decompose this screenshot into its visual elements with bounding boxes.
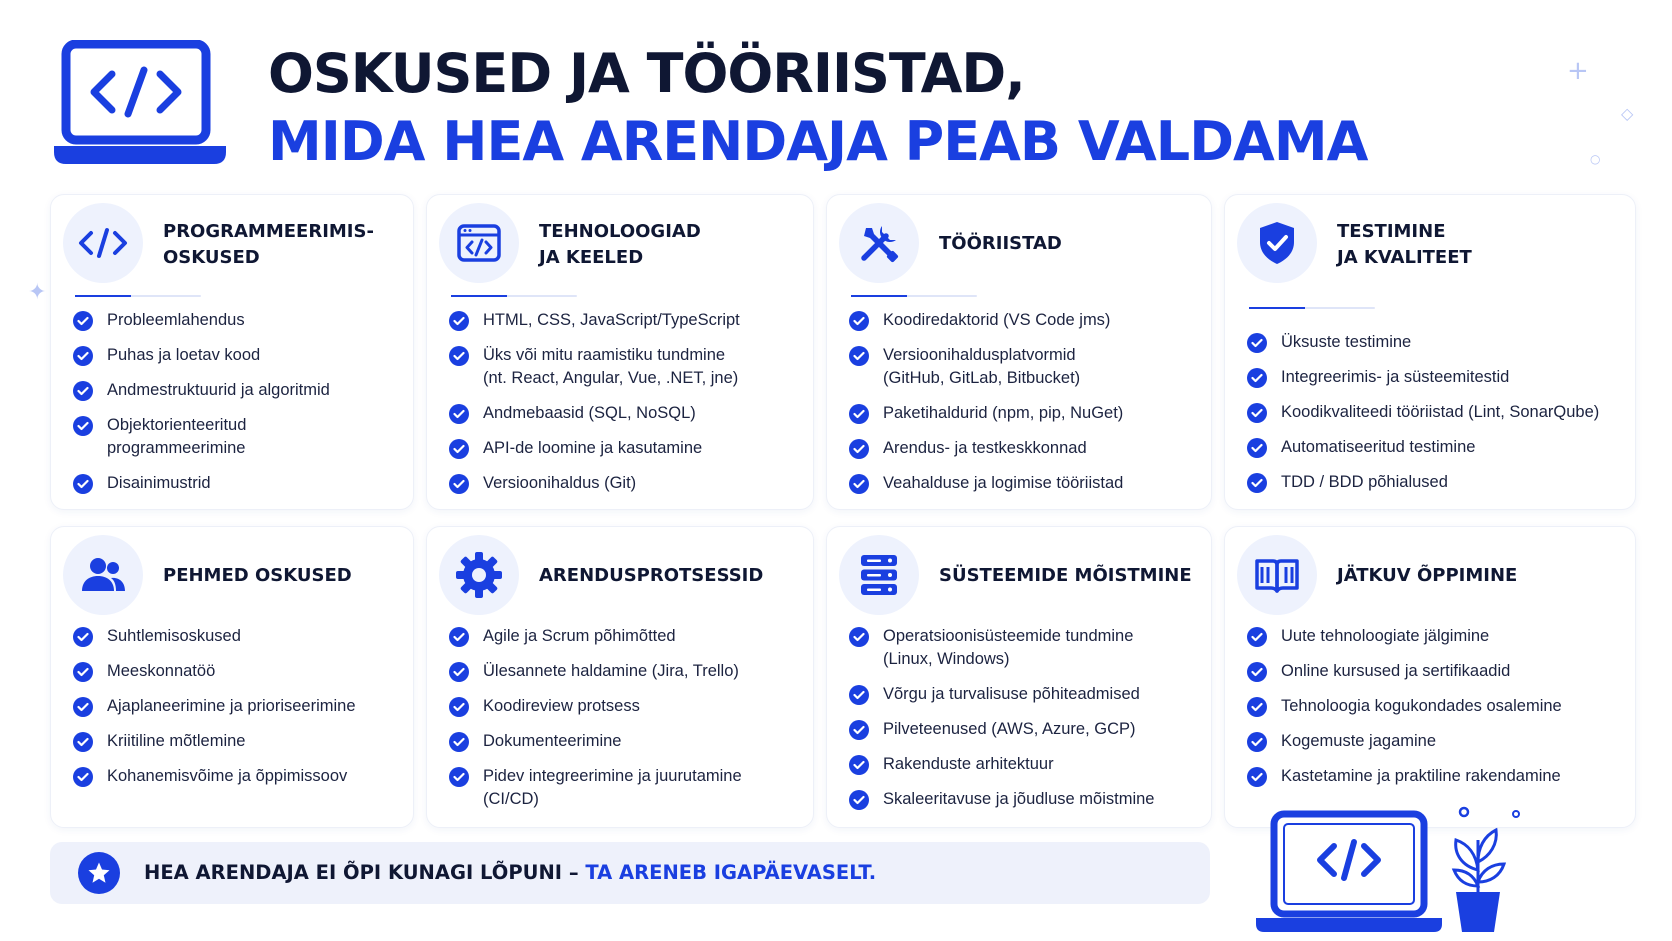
check-icon <box>849 439 869 459</box>
skill-list <box>73 309 330 507</box>
card-soft-skills <box>50 526 414 828</box>
check-icon <box>73 627 93 647</box>
card-icon-badge <box>439 535 519 615</box>
card-title: PEHMED OSKUSED <box>163 565 352 586</box>
check-icon <box>73 697 93 717</box>
check-icon <box>849 627 869 647</box>
users-icon <box>79 555 127 595</box>
page-subtitle: MIDA HEA ARENDAJA PEAB VALDAMA <box>268 110 1368 173</box>
card-technologies <box>426 194 814 510</box>
laptop-icon <box>1256 814 1442 932</box>
check-icon <box>449 697 469 717</box>
check-icon <box>449 474 469 494</box>
card-icon-badge <box>1237 535 1317 615</box>
card-title: ARENDUSPROTSESSID <box>539 565 764 586</box>
page-title: OSKUSED JA TÖÖRIISTAD, <box>268 42 1025 105</box>
list-item: Dokumenteerimine <box>449 730 742 753</box>
check-icon <box>73 732 93 752</box>
card-icon-badge <box>439 203 519 283</box>
list-item: Üksuste testimine <box>1247 331 1599 354</box>
shield-check-icon <box>1257 220 1297 266</box>
server-icon <box>859 553 899 597</box>
plant-icon <box>1454 808 1519 932</box>
card-icon-badge <box>839 535 919 615</box>
list-item: Uute tehnoloogiate jälgimine <box>1247 625 1562 648</box>
list-item: Probleemlahendus <box>73 309 330 332</box>
banner-message: HEA ARENDAJA EI ÕPI KUNAGI LÕPUNI – TA ARENEB IGAPÄEVASELT. <box>144 861 877 884</box>
sparkle-icon: ○ <box>1590 152 1601 166</box>
list-item: Üks või mitu raamistiku tundmine (nt. React, Angular, Vue, .NET, jne) <box>449 344 740 390</box>
list-item: Rakenduste arhitektuur <box>849 753 1154 776</box>
check-icon <box>73 416 93 436</box>
check-icon <box>449 767 469 787</box>
list-item: Skaleeritavuse ja jõudluse mõistmine <box>849 788 1154 811</box>
skill-list <box>1247 625 1562 800</box>
skill-list <box>449 625 742 823</box>
list-item: Operatsioonisüsteemide tundmine (Linux, Windows) <box>849 625 1154 671</box>
list-item: Ülesannete haldamine (Jira, Trello) <box>449 660 742 683</box>
laptop-code-icon <box>50 40 230 170</box>
check-icon <box>1247 767 1267 787</box>
list-item: Kohanemisvõime ja õppimissoov <box>73 765 356 788</box>
tools-icon <box>856 220 902 266</box>
check-icon <box>449 439 469 459</box>
check-icon <box>849 720 869 740</box>
card-title: JÄTKUV ÕPPIMINE <box>1337 565 1518 586</box>
check-icon <box>1247 368 1267 388</box>
list-item: Arendus- ja testkeskkonnad <box>849 437 1123 460</box>
list-item: Agile ja Scrum põhimõtted <box>449 625 742 648</box>
skill-list <box>449 309 740 507</box>
list-item: Integreerimis- ja süsteemitestid <box>1247 366 1599 389</box>
card-testing-quality <box>1224 194 1636 510</box>
card-dev-processes <box>426 526 814 828</box>
check-icon <box>1247 473 1267 493</box>
list-item: Ajaplaneerimine ja prioriseerimine <box>73 695 356 718</box>
check-icon <box>449 346 469 366</box>
card-tools <box>826 194 1212 510</box>
check-icon <box>1247 662 1267 682</box>
check-icon <box>73 381 93 401</box>
check-icon <box>849 755 869 775</box>
laptop-plant-illustration <box>1240 800 1540 940</box>
check-icon <box>1247 732 1267 752</box>
check-icon <box>1247 627 1267 647</box>
list-item: Kriitiline mõtlemine <box>73 730 356 753</box>
check-icon <box>1247 438 1267 458</box>
check-icon <box>849 404 869 424</box>
header <box>0 0 1672 190</box>
check-icon <box>1247 333 1267 353</box>
card-continuous-learning <box>1224 526 1636 828</box>
check-icon <box>849 311 869 331</box>
title-underline <box>1249 307 1375 309</box>
check-icon <box>449 311 469 331</box>
check-icon <box>73 767 93 787</box>
star-icon <box>78 852 120 894</box>
list-item: Automatiseeritud testimine <box>1247 436 1599 459</box>
list-item: Meeskonnatöö <box>73 660 356 683</box>
skill-list <box>73 625 356 800</box>
check-icon <box>449 627 469 647</box>
sparkle-icon: + <box>1567 56 1589 86</box>
check-icon <box>73 662 93 682</box>
card-title: TÖÖRIISTAD <box>939 233 1062 254</box>
check-icon <box>73 474 93 494</box>
card-systems-understanding <box>826 526 1212 828</box>
list-item: HTML, CSS, JavaScript/TypeScript <box>449 309 740 332</box>
list-item: Paketihaldurid (npm, pip, NuGet) <box>849 402 1123 425</box>
check-icon <box>849 346 869 366</box>
title-underline <box>851 295 977 297</box>
code-icon <box>78 226 128 260</box>
list-item: Andmebaasid (SQL, NoSQL) <box>449 402 740 425</box>
list-item: Objektorienteeritud programmeerimine <box>73 414 330 460</box>
list-item: Andmestruktuurid ja algoritmid <box>73 379 330 402</box>
sparkle-icon: ◇ <box>1621 104 1634 123</box>
list-item: Kastetamine ja praktiline rakendamine <box>1247 765 1562 788</box>
card-icon-badge <box>1237 203 1317 283</box>
check-icon <box>73 311 93 331</box>
title-underline <box>451 295 577 297</box>
sparkle-icon: ✦ <box>28 280 47 305</box>
title-underline <box>75 295 201 297</box>
check-icon <box>73 346 93 366</box>
card-title: TESTIMINE JA KVALITEET <box>1337 221 1472 268</box>
skill-list <box>849 309 1123 507</box>
check-icon <box>849 474 869 494</box>
check-icon <box>849 685 869 705</box>
list-item: Versioonihaldus (Git) <box>449 472 740 495</box>
list-item: Kogemuste jagamine <box>1247 730 1562 753</box>
list-item: Koodireview protsess <box>449 695 742 718</box>
footer-banner <box>50 842 1210 904</box>
list-item: Koodiredaktorid (VS Code jms) <box>849 309 1123 332</box>
list-item: Tehnoloogia kogukondades osalemine <box>1247 695 1562 718</box>
list-item: Versioonihaldusplatvormid (GitHub, GitLab, Bitbucket) <box>849 344 1123 390</box>
list-item: Veahalduse ja logimise tööriistad <box>849 472 1123 495</box>
list-item: Võrgu ja turvalisuse põhiteadmised <box>849 683 1154 706</box>
card-title: TEHNOLOOGIAD JA KEELED <box>539 221 701 268</box>
list-item: API-de loomine ja kasutamine <box>449 437 740 460</box>
check-icon <box>1247 697 1267 717</box>
card-programming-skills <box>50 194 414 510</box>
skill-list <box>1247 331 1599 506</box>
check-icon <box>449 732 469 752</box>
skill-list <box>849 625 1154 823</box>
list-item: Suhtlemisoskused <box>73 625 356 648</box>
list-item: Online kursused ja sertifikaadid <box>1247 660 1562 683</box>
card-icon-badge <box>839 203 919 283</box>
check-icon <box>449 404 469 424</box>
list-item: Pilveteenused (AWS, Azure, GCP) <box>849 718 1154 741</box>
list-item: Puhas ja loetav kood <box>73 344 330 367</box>
card-title: SÜSTEEMIDE MÕISTMINE <box>939 565 1192 586</box>
code-window-icon <box>456 223 502 263</box>
list-item: Disainimustrid <box>73 472 330 495</box>
book-icon <box>1253 555 1301 595</box>
list-item: TDD / BDD põhialused <box>1247 471 1599 494</box>
list-item: Pidev integreerimine ja juurutamine (CI/CD) <box>449 765 742 811</box>
card-icon-badge <box>63 535 143 615</box>
card-title: PROGRAMMEERIMIS- OSKUSED <box>163 221 374 268</box>
gear-icon <box>455 551 503 599</box>
list-item: Koodikvaliteedi tööriistad (Lint, SonarQube) <box>1247 401 1599 424</box>
card-icon-badge <box>63 203 143 283</box>
check-icon <box>849 790 869 810</box>
check-icon <box>1247 403 1267 423</box>
check-icon <box>449 662 469 682</box>
